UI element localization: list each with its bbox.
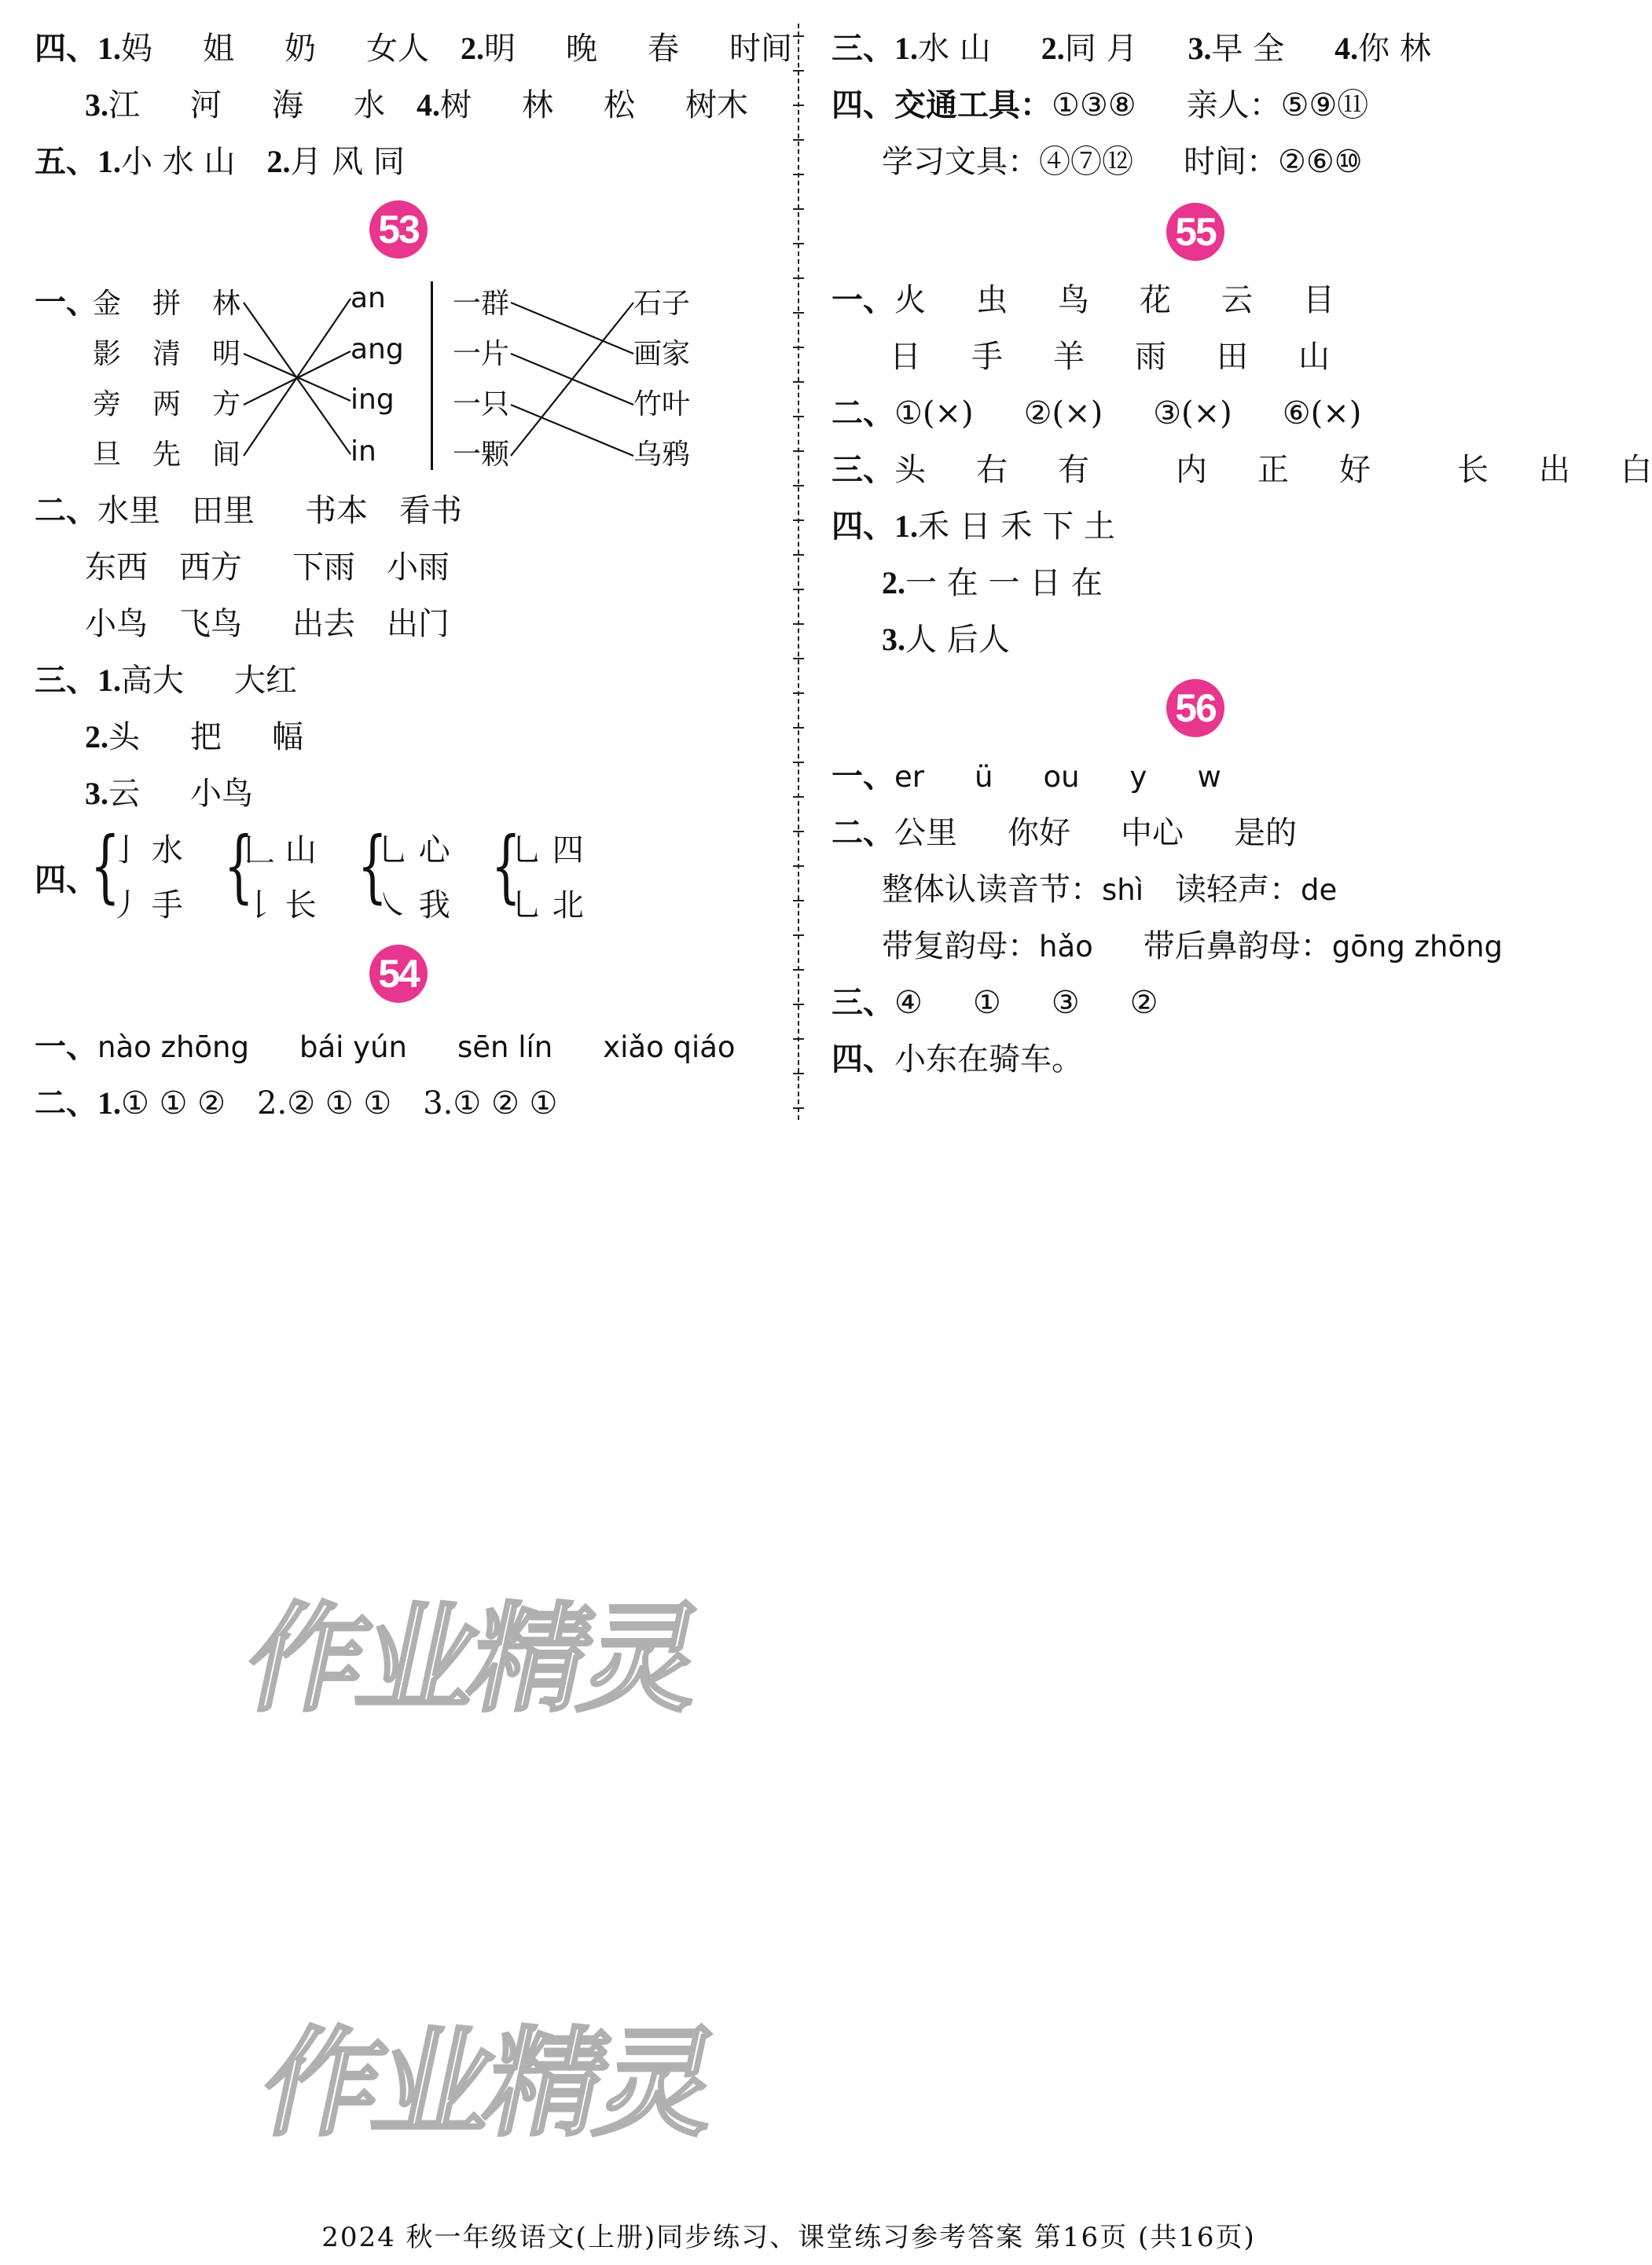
s53-q4-g4a: 乚 四 (511, 832, 584, 868)
match-line-zhi (511, 405, 633, 456)
divider-tick (793, 35, 804, 37)
divider-tick (793, 416, 804, 417)
s53-q4-brace-4: { (490, 820, 521, 912)
s53-pinyin-in: in (351, 435, 376, 468)
s54-q3: 三、1.水 山 2.同 月 3.早 全 4.你 林 (832, 31, 1431, 67)
s53-q2-row2: 东西 西方 下雨 小雨 (85, 549, 450, 586)
s53-q4-brace-3: { (357, 820, 387, 912)
divider-tick (793, 692, 804, 694)
divider-tick (793, 1004, 804, 1005)
divider-tick (793, 485, 804, 486)
s53-noun-3: 竹叶 (633, 388, 691, 420)
watermark-logo-1: 作业精灵 (234, 1591, 710, 1728)
s53-quant-1: 一群 (453, 288, 510, 320)
divider-tick (793, 1107, 804, 1109)
s55-q2: 二、①(×) ②(×) ③(×) ⑥(×) (832, 395, 1362, 431)
section-badge-55: 55 (1166, 203, 1224, 261)
s53-noun-1: 石子 (633, 288, 691, 320)
divider-tick (793, 277, 804, 279)
s53-q3-line2: 2.头 把 幅 (85, 719, 303, 755)
s55-q3: 三、头 右 有 内 正 好 长 出 白 (832, 452, 1652, 488)
s56-q2-words: 二、公里 你好 中心 是的 (832, 815, 1297, 851)
s52-q4-line1: 四、1.妈 姐 奶 女人 2.明 晚 春 时间 (35, 31, 792, 67)
s54-q4-line1: 四、交通工具：①③⑧ 亲人：⑤⑨⑪ (832, 87, 1369, 123)
divider-tick (793, 554, 804, 556)
section-badge-54: 54 (369, 945, 428, 1003)
divider-tick (793, 762, 804, 763)
divider-tick (793, 139, 804, 141)
section-badge-53: 53 (369, 200, 428, 259)
s55-q1-row2: 日 手 羊 雨 田 山 (890, 339, 1330, 375)
s53-quant-4: 一颗 (453, 439, 510, 471)
match-line-ke (511, 303, 633, 456)
divider-tick (793, 796, 804, 798)
divider-tick (793, 243, 804, 244)
s53-q2-row3: 小鸟 飞鸟 出去 出门 (85, 606, 450, 642)
s53-q1-label: 一、 (35, 285, 97, 320)
s53-q4-g2a: 𠃊 山 (244, 832, 317, 868)
s53-q1-row1: 金 拼 林 (93, 288, 241, 320)
page-footer: 2024 秋一年级语文(上册)同步练习、课堂练习参考答案 第16页 (共16页) (321, 2222, 1256, 2253)
s53-q3-line1: 三、1.高大 大红 (35, 663, 297, 699)
s54-q2: 二、1.① ① ② 2.② ① ① 3.① ② ① (35, 1085, 558, 1121)
divider-tick (793, 934, 804, 936)
divider-tick (793, 1073, 804, 1074)
divider-tick (793, 623, 804, 625)
divider-tick (793, 208, 804, 210)
s56-q3: 三、④ ① ③ ② (832, 985, 1158, 1021)
s53-q4-brace-2: { (223, 820, 254, 912)
divider-tick (793, 900, 804, 901)
match-line-qun (511, 303, 633, 354)
divider-tick (793, 450, 804, 452)
s54-q4-line2: 学习文具：④⑦⑫ 时间：②⑥⑩ (882, 144, 1363, 180)
divider-tick (793, 312, 804, 314)
s53-q1-row4: 旦 先 间 (93, 439, 241, 471)
divider-tick (793, 658, 804, 659)
s53-q4-g2b: 𠄌 长 (244, 887, 317, 923)
s53-pinyin-ang: ang (351, 333, 404, 365)
divider-tick (793, 969, 804, 971)
s53-noun-2: 画家 (633, 338, 691, 370)
s53-quant-2: 一片 (453, 338, 510, 370)
divider-tick (793, 174, 804, 175)
s56-q4: 四、小东在骑车。 (832, 1041, 1083, 1077)
divider-tick (793, 831, 804, 832)
s55-q4-line1: 四、1.禾 日 禾 下 土 (832, 508, 1115, 545)
divider-tick (793, 589, 804, 590)
s55-q4-line3: 3.人 后人 (882, 622, 1010, 658)
s53-q1-row2: 影 清 明 (93, 338, 241, 370)
divider-tick (793, 381, 804, 383)
s53-q4-brace-1: { (90, 820, 120, 912)
s53-matching-lines (0, 0, 794, 503)
s53-q4-g1b: 丿 手 (110, 887, 183, 923)
divider-tick (793, 347, 804, 348)
s53-q1-row3: 旁 两 方 (93, 388, 241, 420)
s55-q4-line2: 2.一 在 一 日 在 (882, 565, 1103, 601)
s53-q3-line3: 3.云 小鸟 (85, 776, 253, 812)
s53-q4-g4b: 乚 北 (511, 887, 584, 923)
divider-tick (793, 70, 804, 72)
s54-q1: 一、nào zhōng bái yún sēn lín xiǎo qiáo (35, 1029, 736, 1064)
column-divider (798, 24, 799, 1120)
divider-tick (793, 727, 804, 729)
s56-q2-line2: 整体认读音节：shì 读轻声：de (882, 872, 1338, 908)
s53-noun-4: 乌鸦 (633, 439, 691, 471)
divider-tick (793, 865, 804, 867)
watermark-logo-2: 作业精灵 (250, 2016, 726, 2153)
s52-q4-line2: 3.江 河 海 水 4.树 林 松 树木 (85, 87, 748, 123)
s53-q4-g3b: ㇏ 我 (377, 887, 450, 923)
section-badge-56: 56 (1166, 679, 1224, 737)
s53-quant-3: 一只 (453, 388, 510, 420)
s52-q5: 五、1.小 水 山 2.月 风 同 (35, 144, 405, 180)
s53-q4-g3a: 乚 心 (377, 832, 450, 868)
s55-q1-row1: 一、火 虫 鸟 花 云 目 (832, 282, 1334, 318)
s53-pinyin-an: an (351, 282, 386, 314)
divider-tick (793, 519, 804, 521)
s56-q1: 一、er ü ou y w (832, 758, 1221, 794)
s53-q2-row1: 二、水里 田里 书本 看书 (35, 493, 462, 529)
s53-q4-g1a: 亅 水 (110, 832, 183, 868)
s53-q4-label: 四、 (35, 862, 97, 898)
divider-tick (793, 1038, 804, 1040)
divider-tick (793, 105, 804, 106)
s53-pinyin-ing: ing (351, 384, 395, 416)
s56-q2-line3: 带复韵母：hǎo 带后鼻韵母：gōng zhōng (882, 928, 1503, 964)
